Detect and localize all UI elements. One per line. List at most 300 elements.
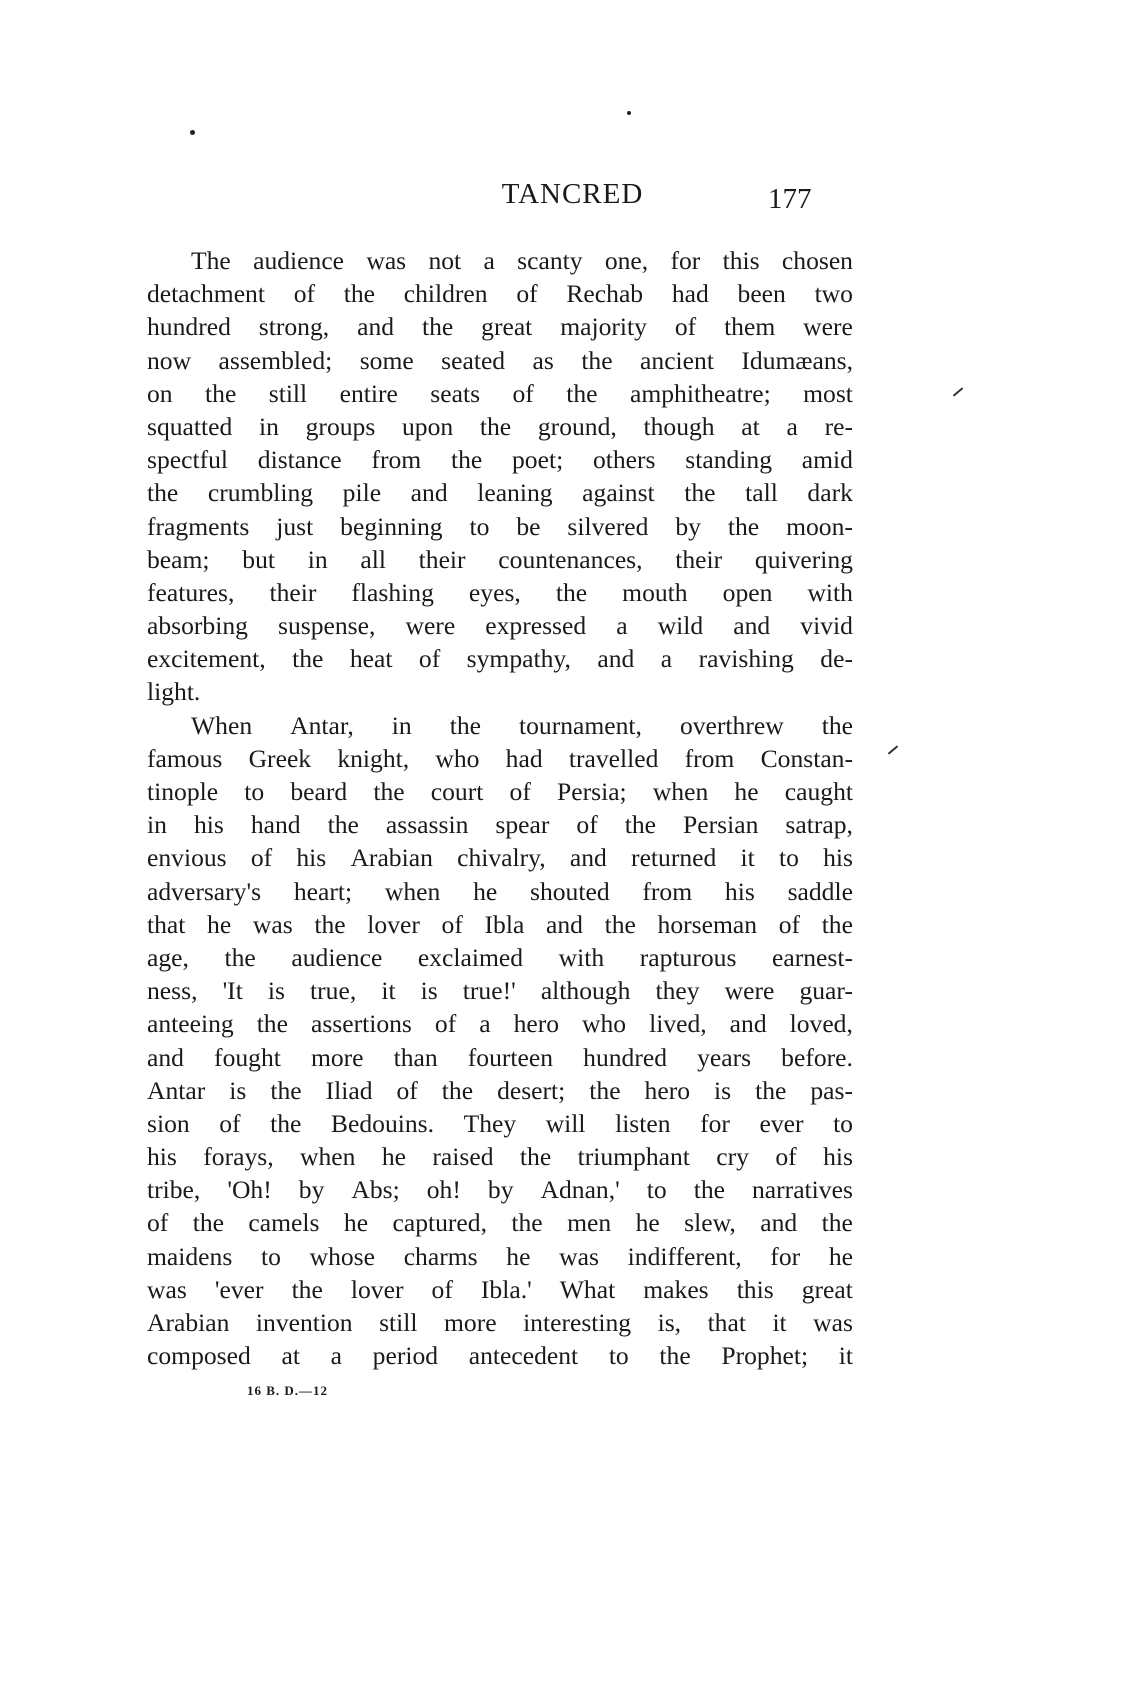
word: the bbox=[449, 710, 481, 740]
word: scanty bbox=[517, 246, 583, 275]
word: men bbox=[567, 1208, 612, 1238]
word: the bbox=[256, 1009, 288, 1039]
word: of bbox=[418, 644, 441, 674]
word: Greek bbox=[248, 743, 312, 773]
word: returned bbox=[631, 843, 717, 873]
word: most bbox=[803, 378, 853, 408]
text-line bbox=[147, 344, 853, 377]
word: earnest- bbox=[771, 942, 853, 972]
word: all bbox=[360, 544, 386, 574]
body-text bbox=[147, 244, 853, 1372]
word: and bbox=[569, 843, 607, 873]
word: open bbox=[722, 577, 773, 607]
word: and bbox=[545, 909, 583, 939]
word: Persia; bbox=[557, 777, 627, 806]
word: one, bbox=[604, 246, 649, 275]
word: exclaimed bbox=[417, 942, 524, 972]
word: the bbox=[479, 411, 512, 441]
word: he bbox=[343, 1208, 369, 1238]
word: the bbox=[755, 1075, 787, 1105]
word: heart; bbox=[293, 876, 353, 906]
word: that bbox=[147, 909, 186, 939]
word: charms bbox=[403, 1241, 478, 1271]
word: makes bbox=[643, 1274, 709, 1304]
word: of bbox=[396, 1075, 418, 1105]
word: of bbox=[674, 312, 697, 342]
word: poet; bbox=[512, 445, 564, 475]
word: leaning bbox=[477, 478, 553, 508]
word: he bbox=[828, 1241, 853, 1271]
word: hundred bbox=[147, 312, 231, 342]
word: envious bbox=[147, 843, 227, 873]
word: 'ever bbox=[214, 1274, 264, 1304]
word: a bbox=[330, 1341, 342, 1371]
word: whose bbox=[309, 1241, 375, 1271]
word: indifferent, bbox=[627, 1241, 742, 1271]
word: ever bbox=[759, 1108, 804, 1138]
word: of bbox=[576, 810, 598, 840]
word: amid bbox=[801, 445, 853, 475]
text-line bbox=[147, 277, 853, 310]
word: Rechab bbox=[566, 279, 644, 309]
text-line bbox=[147, 543, 853, 576]
word: is bbox=[267, 976, 285, 1006]
word: of bbox=[293, 279, 316, 309]
word: the bbox=[450, 445, 483, 475]
word: Bedouins. bbox=[330, 1108, 435, 1138]
word: Adnan,' bbox=[540, 1175, 620, 1205]
text-line bbox=[147, 576, 853, 609]
word: adversary's bbox=[147, 876, 262, 906]
word: had bbox=[671, 279, 709, 309]
word: been bbox=[737, 279, 786, 309]
word: dark bbox=[807, 478, 853, 508]
word: though bbox=[643, 411, 715, 441]
word: lived, bbox=[649, 1009, 707, 1039]
signature-mark: 16 B. D.—12 bbox=[247, 1383, 329, 1398]
word: fragments bbox=[147, 511, 250, 541]
word: his bbox=[296, 843, 327, 873]
word: captured, bbox=[392, 1208, 487, 1238]
word: the bbox=[421, 312, 454, 342]
word: of bbox=[431, 1274, 453, 1304]
word: in bbox=[259, 411, 279, 441]
word: Ibla bbox=[484, 909, 525, 939]
word: a bbox=[786, 411, 798, 441]
word: hero bbox=[644, 1075, 691, 1105]
text-line bbox=[147, 875, 853, 908]
word: is bbox=[229, 1075, 247, 1105]
word: of bbox=[147, 1208, 169, 1238]
word: he bbox=[734, 777, 759, 806]
word: from bbox=[371, 445, 422, 475]
word: chosen bbox=[781, 246, 853, 275]
word: anteeing bbox=[147, 1009, 234, 1039]
word: Constan- bbox=[760, 743, 853, 773]
text-line bbox=[147, 244, 853, 277]
word: and bbox=[147, 1042, 184, 1072]
word: eyes, bbox=[468, 577, 521, 607]
word: the bbox=[511, 1208, 543, 1238]
word: caught bbox=[784, 777, 853, 806]
word: the bbox=[693, 1175, 725, 1205]
word: still bbox=[268, 378, 308, 408]
word: of bbox=[434, 1009, 457, 1039]
text-line bbox=[147, 775, 853, 808]
word: raised bbox=[432, 1142, 494, 1172]
word: from bbox=[642, 876, 693, 906]
word: forays, bbox=[203, 1142, 274, 1172]
word: he bbox=[506, 1241, 531, 1271]
word: were bbox=[405, 611, 456, 641]
word: it bbox=[838, 1341, 853, 1371]
word: and bbox=[729, 1009, 767, 1039]
word: to bbox=[778, 843, 799, 873]
word: ness, bbox=[147, 976, 198, 1006]
word: was bbox=[559, 1241, 599, 1271]
word: Antar, bbox=[290, 710, 354, 740]
word: age, bbox=[147, 942, 189, 972]
running-title: TANCRED bbox=[501, 178, 644, 210]
text-line bbox=[147, 808, 853, 841]
word: the bbox=[555, 577, 588, 607]
text-line bbox=[147, 609, 853, 642]
word: Arabian bbox=[350, 843, 433, 873]
word: were bbox=[803, 312, 853, 342]
word: his bbox=[193, 810, 224, 840]
word: saddle bbox=[787, 876, 853, 906]
word: Abs; bbox=[351, 1175, 400, 1205]
word: tinople bbox=[147, 777, 219, 806]
word: when bbox=[300, 1142, 356, 1172]
word: with bbox=[807, 577, 853, 607]
word: his bbox=[823, 843, 853, 873]
word: by bbox=[675, 511, 701, 541]
word: the bbox=[192, 1208, 225, 1238]
word: Prophet; bbox=[721, 1341, 809, 1371]
word: groups bbox=[305, 411, 376, 441]
word: suspense, bbox=[278, 611, 376, 641]
word: it bbox=[740, 843, 755, 873]
word: of bbox=[250, 843, 273, 873]
word: his bbox=[724, 876, 755, 906]
word: who bbox=[582, 1009, 627, 1039]
word: for bbox=[770, 1241, 801, 1271]
word: be bbox=[516, 511, 541, 541]
word: when bbox=[384, 876, 441, 906]
word: just bbox=[276, 511, 314, 541]
word: the bbox=[441, 1075, 474, 1105]
word: slew, bbox=[684, 1208, 736, 1238]
word: to bbox=[244, 777, 265, 806]
word: distance bbox=[257, 445, 342, 475]
word: countenances, bbox=[498, 544, 643, 574]
word: tournament, bbox=[518, 710, 642, 740]
word: famous bbox=[147, 743, 223, 773]
word: the bbox=[604, 909, 636, 939]
word: de- bbox=[820, 644, 853, 674]
word: spear bbox=[495, 810, 550, 840]
word: it bbox=[381, 976, 396, 1006]
word: a bbox=[479, 1009, 491, 1039]
word: in bbox=[391, 710, 412, 740]
word: ground, bbox=[537, 411, 617, 441]
word: guar- bbox=[799, 976, 853, 1006]
word: to bbox=[646, 1175, 667, 1205]
text-line bbox=[147, 1173, 853, 1206]
word: his bbox=[823, 1142, 853, 1172]
word: on bbox=[147, 378, 173, 408]
word: crumbling bbox=[207, 478, 314, 508]
word: of bbox=[512, 378, 534, 408]
word: tribe, bbox=[147, 1175, 201, 1205]
word: the bbox=[659, 1341, 691, 1371]
word: to bbox=[469, 511, 490, 541]
word: of bbox=[509, 777, 531, 806]
word: knight, bbox=[337, 743, 410, 773]
word: court bbox=[430, 777, 484, 806]
word: it bbox=[772, 1308, 787, 1337]
word: their bbox=[418, 544, 466, 574]
word: heat bbox=[349, 644, 393, 674]
word: a bbox=[483, 246, 495, 275]
text-line bbox=[147, 1140, 853, 1173]
word: as bbox=[532, 345, 554, 375]
word: from bbox=[684, 743, 735, 773]
ink-speck bbox=[190, 130, 195, 135]
word: the bbox=[270, 1075, 302, 1105]
word: he bbox=[207, 909, 232, 939]
text-line: light. bbox=[147, 677, 201, 707]
word: the bbox=[147, 478, 179, 508]
margin-mark bbox=[953, 387, 963, 396]
ink-speck bbox=[627, 111, 631, 115]
word: was bbox=[147, 1274, 187, 1304]
word: true!' bbox=[462, 976, 516, 1006]
text-line bbox=[147, 410, 853, 443]
word: although bbox=[540, 976, 631, 1006]
word: now bbox=[147, 345, 192, 375]
word: 'Oh! bbox=[227, 1175, 272, 1205]
word: standing bbox=[685, 445, 773, 475]
word: great bbox=[481, 312, 533, 342]
word: years bbox=[697, 1042, 752, 1072]
word: lover bbox=[350, 1274, 404, 1304]
word: Arabian bbox=[147, 1308, 230, 1337]
word: to bbox=[608, 1341, 629, 1371]
word: they bbox=[655, 976, 700, 1006]
word: strong, bbox=[258, 312, 330, 342]
word: the bbox=[821, 909, 853, 939]
word: is bbox=[714, 1075, 732, 1105]
word: What bbox=[559, 1274, 616, 1304]
word: this bbox=[736, 1274, 774, 1304]
word: period bbox=[372, 1341, 439, 1371]
word: will bbox=[545, 1108, 586, 1138]
word: quivering bbox=[754, 544, 853, 574]
word: against bbox=[582, 478, 655, 508]
word: travelled bbox=[568, 743, 659, 773]
word: re- bbox=[824, 411, 853, 441]
word: moon- bbox=[786, 511, 853, 541]
word: others bbox=[592, 445, 656, 475]
word: was bbox=[366, 246, 407, 275]
word: not bbox=[428, 246, 462, 275]
word: who bbox=[435, 743, 480, 773]
word: the bbox=[224, 942, 256, 972]
word: excitement, bbox=[147, 644, 266, 674]
text-line bbox=[147, 443, 853, 476]
word: vivid bbox=[800, 611, 853, 641]
word: is, bbox=[657, 1308, 682, 1337]
word: beard bbox=[290, 777, 348, 806]
word: entire bbox=[339, 378, 398, 408]
word: pas- bbox=[810, 1075, 853, 1105]
word: he bbox=[473, 876, 498, 906]
word: still bbox=[379, 1308, 418, 1337]
word: of bbox=[441, 909, 463, 939]
text-line bbox=[147, 1240, 853, 1273]
word: amphitheatre; bbox=[629, 378, 771, 408]
word: but bbox=[242, 544, 275, 574]
text-line bbox=[147, 742, 853, 775]
text-line bbox=[147, 1041, 853, 1074]
text-line bbox=[147, 1273, 853, 1306]
word: of bbox=[775, 1142, 797, 1172]
word: satrap, bbox=[785, 810, 853, 840]
word: Ibla.' bbox=[480, 1274, 532, 1304]
word: audience bbox=[253, 246, 345, 275]
margin-mark bbox=[888, 745, 898, 754]
text-line bbox=[147, 709, 853, 742]
word: camels bbox=[248, 1208, 320, 1238]
word: the bbox=[292, 644, 324, 674]
word: When bbox=[191, 710, 253, 740]
word: true, bbox=[310, 976, 357, 1006]
word: and bbox=[357, 312, 395, 342]
word: the bbox=[727, 511, 760, 541]
word: and bbox=[410, 478, 448, 508]
word: maidens bbox=[147, 1241, 233, 1271]
word: ravishing bbox=[698, 644, 794, 674]
text-line bbox=[147, 1339, 853, 1372]
word: beginning bbox=[340, 511, 443, 541]
word: by bbox=[487, 1175, 514, 1205]
word: pile bbox=[342, 478, 382, 508]
word: the bbox=[581, 345, 613, 375]
word: to bbox=[260, 1241, 281, 1271]
text-line bbox=[147, 310, 853, 343]
word: narratives bbox=[752, 1175, 853, 1205]
word: detachment bbox=[147, 279, 265, 309]
text-line bbox=[147, 941, 853, 974]
word: more bbox=[443, 1308, 497, 1337]
word: horseman bbox=[657, 909, 758, 939]
word: was bbox=[813, 1308, 853, 1337]
word: assertions bbox=[310, 1009, 412, 1039]
word: the bbox=[624, 810, 657, 840]
word: in bbox=[307, 544, 328, 574]
word: of bbox=[219, 1108, 241, 1138]
word: that bbox=[707, 1308, 746, 1337]
word: seats bbox=[430, 378, 481, 408]
word: he bbox=[381, 1142, 407, 1172]
word: the bbox=[566, 378, 598, 408]
word: the bbox=[589, 1075, 621, 1105]
text-line bbox=[147, 1107, 853, 1140]
word: mouth bbox=[622, 577, 688, 607]
word: and bbox=[597, 644, 635, 674]
word: beam; bbox=[147, 544, 210, 574]
word: Idumæans, bbox=[741, 345, 853, 375]
word: the bbox=[205, 378, 237, 408]
text-line bbox=[147, 1074, 853, 1107]
word: hundred bbox=[583, 1042, 668, 1072]
word: silvered bbox=[567, 511, 649, 541]
word: their bbox=[675, 544, 723, 574]
word: chivalry, bbox=[457, 843, 546, 873]
word: hand bbox=[250, 810, 301, 840]
word: than bbox=[393, 1042, 438, 1072]
word: sympathy, bbox=[466, 644, 571, 674]
text-line bbox=[147, 908, 853, 941]
word: assassin bbox=[385, 810, 469, 840]
word: for bbox=[670, 246, 701, 275]
word: he bbox=[635, 1208, 660, 1238]
word: the bbox=[821, 710, 853, 740]
word: cry bbox=[716, 1142, 749, 1172]
word: the bbox=[821, 1208, 853, 1238]
word: is bbox=[420, 976, 438, 1006]
word: and bbox=[760, 1208, 798, 1238]
word: They bbox=[463, 1108, 517, 1138]
word: 'It bbox=[222, 976, 243, 1006]
word: to bbox=[833, 1108, 853, 1138]
word: when bbox=[652, 777, 709, 806]
word: invention bbox=[255, 1308, 353, 1337]
text-line bbox=[147, 476, 853, 509]
word: The bbox=[191, 246, 231, 275]
word: majority bbox=[560, 312, 647, 342]
text-line bbox=[147, 841, 853, 874]
word: for bbox=[700, 1108, 730, 1138]
word: them bbox=[724, 312, 776, 342]
word: his bbox=[147, 1142, 177, 1172]
word: rapturous bbox=[639, 942, 737, 972]
word: loved, bbox=[789, 1009, 853, 1039]
word: the bbox=[343, 279, 376, 309]
word: by bbox=[298, 1175, 325, 1205]
word: antecedent bbox=[468, 1341, 579, 1371]
word: interesting bbox=[523, 1308, 632, 1337]
word: overthrew bbox=[679, 710, 784, 740]
word: Persian bbox=[683, 810, 759, 840]
word: at bbox=[281, 1341, 300, 1371]
word: tall bbox=[745, 478, 778, 508]
word: had bbox=[505, 743, 543, 773]
word: children bbox=[403, 279, 488, 309]
word: sion bbox=[147, 1108, 190, 1138]
page-number: 177 bbox=[768, 183, 812, 215]
word: spectful bbox=[147, 445, 229, 475]
word: a bbox=[660, 644, 673, 674]
word: were bbox=[724, 976, 775, 1006]
word: great bbox=[801, 1274, 853, 1304]
word: triumphant bbox=[577, 1142, 690, 1172]
word: audience bbox=[291, 942, 383, 972]
word: the bbox=[270, 1108, 302, 1138]
word: Iliad bbox=[325, 1075, 373, 1105]
